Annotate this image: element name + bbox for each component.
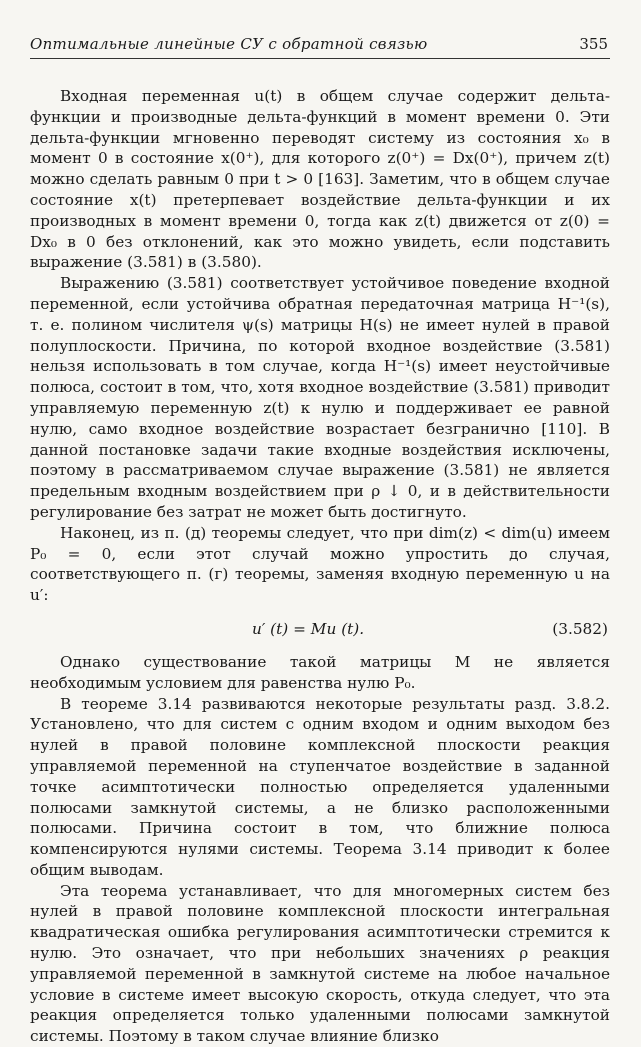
paragraph-matrix-m: Однако существование такой матрицы M не является необходимым условием для равенства нулю P₀. xyxy=(30,652,610,692)
equation-formula: u′ (t) = Mu (t). xyxy=(252,619,365,638)
running-header xyxy=(30,32,610,59)
page-number: 355 xyxy=(579,35,608,53)
body-text xyxy=(30,86,610,1047)
paragraph-theorem-3-14: В теореме 3.14 развиваются некоторые результаты разд. 3.8.2. Установлено, что для систем с одним входом и одним выходом без нулей в правой половине комплексной плоскости реакция управляемой переменной на ступенчатое воздействие в заданной точке асимптотически полностью определяется удаленными полюсами замкнутой системы, а не близко расположенными полюсами. Причина состоит в том, что ближние полюса компенсируются нулями системы. Теорема 3.14 приводит к более общим выводам. xyxy=(30,694,610,879)
paragraph-delta-functions: Входная переменная u(t) в общем случае содержит дельта-функции и производные дельта-функций в момент времени 0. Эти дельта-функции мгновенно переводят систему из состояния x₀ в момент 0 в состояние x(0⁺), для которого z(0⁺) = Dx(0⁺), причем z(t) можно сделать равным 0 при t > 0 [163]. Заметим, что в общем случае состояние x(t) претерпевает воздействие дельта-функции и их производных в момент времени 0, тогда как z(t) движется от z(0) = Dx₀ в 0 без отклонений, как это можно увидеть, если подставить выражение (3.581) в (3.580). xyxy=(30,87,610,272)
equation-3-582 xyxy=(30,612,610,648)
book-page xyxy=(30,0,610,1046)
running-title: Оптимальные линейные СУ с обратной связью xyxy=(30,35,428,53)
equation-number: (3.582) xyxy=(552,619,608,638)
paragraph-stable-behavior: Выражению (3.581) соответствует устойчивое поведение входной переменной, если устойчива обратная передаточная матрица H⁻¹(s), т. е. полином числителя ψ(s) матрицы H(s) не имеет нулей в правой полуплоскости. Причина, по которой входное воздействие (3.581) нельзя использовать в том случае, когда H⁻¹(s) имеет неустойчивые полюса, состоит в том, что, хотя входное воздействие (3.581) приводит управляемую переменную z(t) к нулю и поддерживает ее равной нулю, само входное воздействие возрастает безгранично [110]. В данной постановке задачи такие входные воздействия исключены, поэтому в рассматриваемом случае выражение (3.581) не является предельным входным воздействием при ρ ↓ 0, и в действительности регулирование без затрат не может быть достигнуто. xyxy=(30,274,610,521)
paragraph-multivariable-systems: Эта теорема устанавливает, что для многомерных систем без нулей в правой половине комплексной плоскости интегральная квадратическая ошибка регулирования асимптотически стремится к нулю. Это означает, что при небольших значениях ρ реакция управляемой переменной в замкнутой системе на любое начальное условие в системе имеет высокую скорость, откуда следует, что эта реакция определяется только удаленными полюсами замкнутой системы. Поэтому в таком случае влияние близко xyxy=(30,881,610,1046)
paragraph-theorem-item-d: Наконец, из п. (д) теоремы следует, что при dim(z) < dim(u) имеем P₀ = 0, если этот случай можно упростить до случая, соответствующего п. (г) теоремы, заменяя входную переменную u на u′: xyxy=(30,523,610,605)
